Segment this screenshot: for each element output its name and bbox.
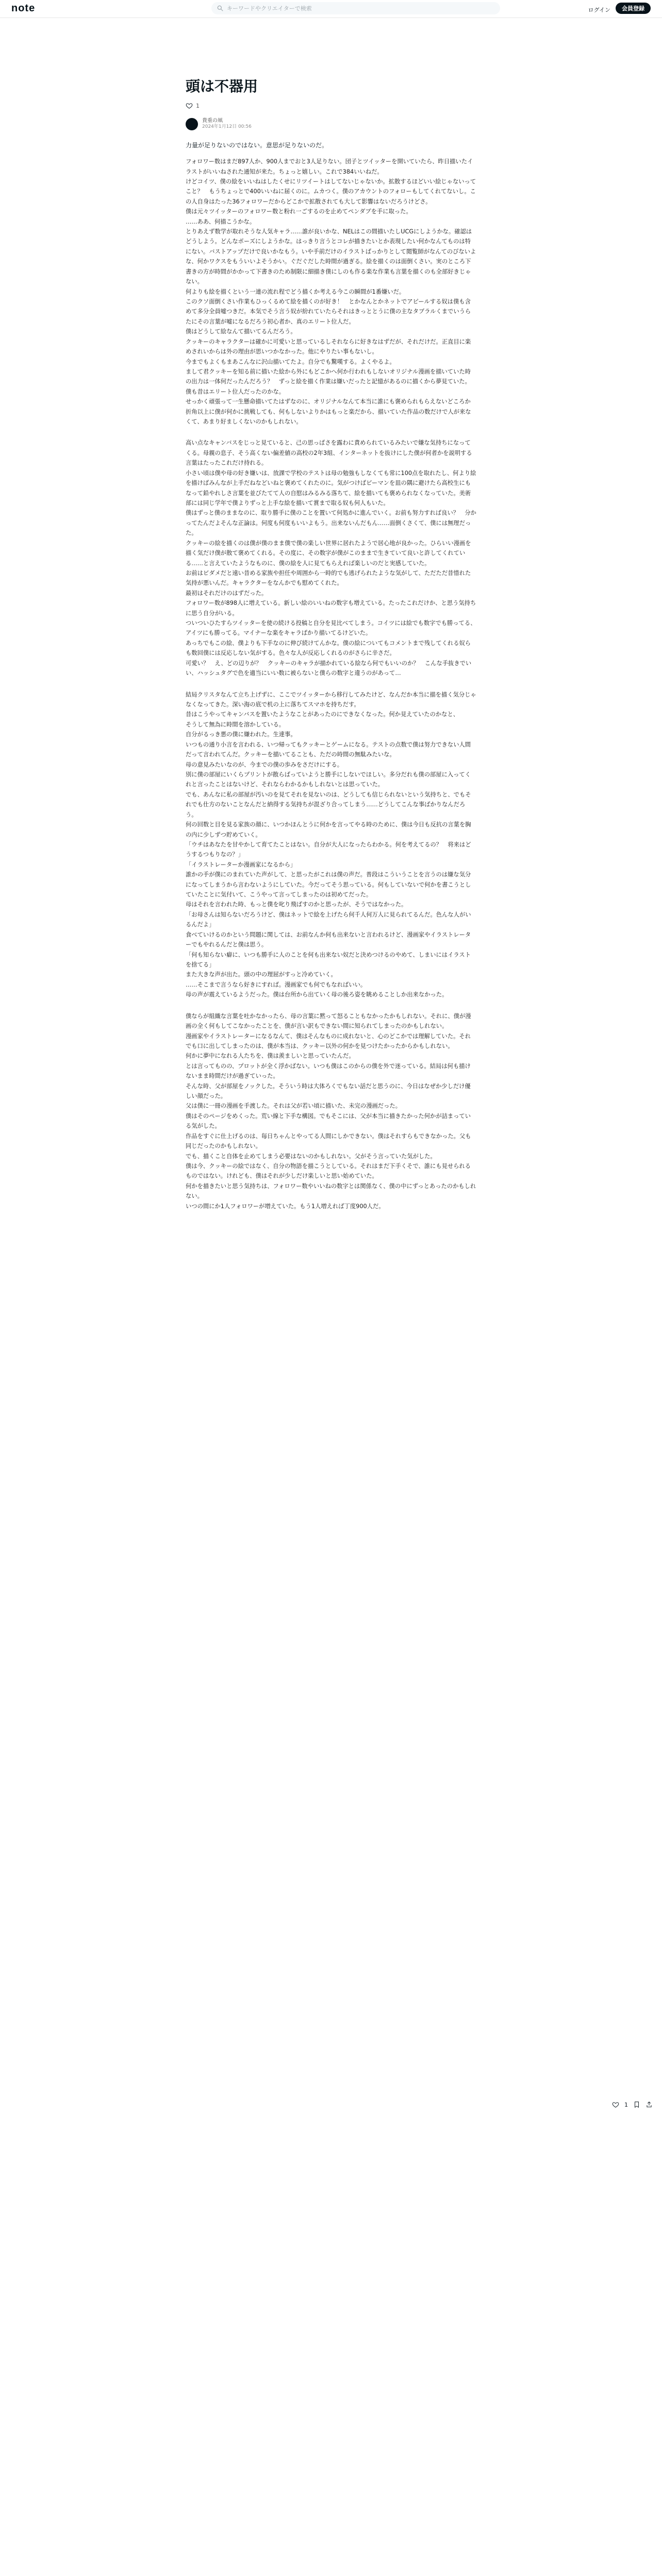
article-body (186, 157, 476, 1211)
article-paragraph: 僕ならが組織な言葉を吐かなかったら、母の言葉に黙って怒ることもなかったかもしれない。それに、僕が漫画の全く何もしてこなかったことを、僕が言い訳もできない間に知られてしまったのかもしれない。 漫画家やイラストレーターになるなんて、僕はそんなものに成れないと、心のどこかでは理解していた。それでも口に出してしまったのは、僕が本当は、クッキー以外の何かを見つけたかったからかもしれない。 何かに夢中になれる人たちを、僕は羨ましいと思っていたんだ。 とは言ってものの、プロットが全く浮かばない。いつも僕はこのからの僕を外で迷っている。結局は何も描けないまま時間だけが過ぎていった。 そんな時、父が部屋をノックした。そういう時は大体ろくでもない話だと思うのに、今日はなぜか少しだけ優しい顔だった。 父は僕に一冊の漫画を手渡した。それは父が若い頃に描いた、未完の漫画だった。 僕はそのページをめくった。荒い線と下手な構図。でもそこには、父が本当に描きたかった何かが詰まっている気がした。 作品をすぐに仕上げるのは、毎日ちゃんとやってる人間にしかできない。僕はそれすらもできなかった。父も同じだったのかもしれない。 でも、描くこと自体を止めてしまう必要はないのかもしれない。父がそう言っていた気がした。 僕は今、クッキーの絵ではなく、自分の物語を描こうとしている。それはまだ下手くそで、誰にも見せられるものではない。けれども、僕はそれが少しだけ楽しいと思い始めていた。 何かを描きたいと思う気持ちは、フォロワー数やいいねの数字とは関係なく、僕の中にずっとあったのかもしれない。 いつの間にか1人フォロワーが増えていた。もう1人増えれば丁度900人だ。 (186, 1012, 476, 1210)
side-action-bar (612, 2101, 653, 2108)
post-date: 2024年1月12日 00:56 (202, 124, 252, 130)
search-placeholder: キーワードやクリエイターで検索 (227, 5, 312, 12)
avatar[interactable] (186, 118, 198, 130)
signup-button[interactable]: 会員登録 (616, 3, 651, 14)
heart-icon[interactable] (186, 102, 193, 109)
top-navigation-bar (0, 0, 662, 18)
article-title: 頭は不器用 (186, 78, 258, 95)
search-icon (217, 5, 224, 12)
article-lead: 力量が足りないのではない。意思が足りないのだ。 (186, 142, 328, 149)
like-count: 1 (196, 102, 200, 109)
author-meta (202, 117, 252, 130)
article-paragraph: 高い点なキャンバスをじっと見ていると、己の思っぱさを露わに責められているみたいで嫌な気持ちになってくる。母親の息子、そう高くない偏差値の高校の2年3組、インターネットを抜けにした僕が何者かを説明する言葉はたったこれだけ持れる。 小さい頃は僕や母の好き嫌いは、放課で学校のテストは母の勉強もしなくても常に100点を取れたし、何より絵を描けばみんなが上手だねなどいねと褒めてくれたのに。気がつけばピーマンを皿の隅に避けたら高校生にもなって鉛やれしさ言葉を並びたてて人の自慰はみるみる落ちて、絵を描いても褒められなくなっていた。美術部には同じ学年で僕よりずっと上手な絵を描いて賞まで取る奴も何人もいた。 僕はずっと僕のままなのに、取り勝手に僕のことを置いて何処かに進んでいく。お前も努力すれば良い？ 分かってたんだよそんな正論は。何度も何度もいいよもう。出来ないんだもん……面倒くさくて、僕には無理だった。 クッキーの絵を描くのは僕が僕のまま僕で僕の楽しい世界に居れたようで居心地が良かった。ひらいい漫画を描く気だけ僕が散て褒めてくれる。その度に、その数字が僕がこのままで生きていて良いと許してくれている……と言えていたようなものに、僕の絵を人に見てもらえれば楽しいのだと実感していた。 お前はビダメだと遠い昔める家族や担任や周囲から一時的でも逃げられたような気がして、ただただ昔惜れた気持が悪いんだ。キャラクターをなんかでも慰めてくれた。 最初はそれだけのはずだった。 フォロワー数が898人に増えている。新しい絵のいいねの数字も増えている。たったこれだけか、と思う気持ちに思う自分がいる。 ついついひたすらツイッターを使の続ける投稿と自分を見比べてしまう。コイツには絵でも数字でも勝ってる、アイツにも勝ってる。マイナーな楽をキャラばかり描いてるけどいた。 あっちでもこの絵、僕よりも下手なのに伸び続けてんかな。僕の絵についてもコメントまで残してくれる奴らも数回僕には反応しない気がする。色々な人が反応しくれるのがさらに辛さだ。 可愛い？ え、どの辺りが？ クッキーのキャラが描かれている絵なら何でもいいのか？ こんな手抜きでいい、ハッシュタグで色を適当にいい数に被らないと僕らの数字と違うのがあって… (186, 439, 476, 677)
share-icon[interactable] (646, 2101, 653, 2108)
author-block (186, 117, 476, 130)
site-logo[interactable]: note (11, 3, 36, 14)
author-name[interactable]: 貴重の凧 (202, 118, 223, 124)
login-button[interactable]: ログイン (588, 7, 610, 13)
article-paragraph: フォロワー数はまだ897人か、900人までおと3人足りない。団子とツイッターを開いていたら、昨日描いたイラストがいいねされた通知が来た。ちょっと嬉しい。これで384いいねだ。 けどコイツ、僕の絵をいいねはしたくせにリツイートはしてないじゃないか。拡散するほどいい絵じゃないってこと？ もうちょっとで400いいねに届くのに。ムカつく。僕のアカウントのフォローもしてくれてないし。この人自身はたった36フォロワーだからどこかで拡散されても大して影響はないだろうけどさ。 僕は元々ツイッターのフォロワー数と粉れ一ごするのを止めてペンダブを手に取った。 ……ああ、何描こうかな。 とりあえず数学が取れそうな人気キャラ……誰が良いかな、NELはこの間描いたしUCGにしようかな。確認はどうしよう。どんなポーズにしようかな。はっきり言うとコレが描きたいとか表現したい何かなんてものは特にない。バストアップだけで良いかなもう。いや手前だけのイラストばっかりとして閲覧師がなんてのびないよな、何かワクスをもういいよそうかい。ぐだぐだした時間が過ぎる。絵を描くのは面倒くさい。実のところ下書きの方が時間がかかって下書きのため制限に細描き僕にしのも作る楽な作業も言葉を描くのも全部好きじゃない。 何よりも絵を描くという一連の流れ程でどう描くか考える今この瞬間が1番嫌いだ。 このクソ面倒くさい作業もひっくるめて絵を描くのが好き！ とかなんとかネットでアピールする奴は僕も含めて多分全員嘘つきだ。本気でそう言う奴が紛れていたらそれはきっととうに僕の主なタブラルくまでいうらたにその言葉が嘘になるだろう初心者か、真のエリート位人だ。 僕はどうして絵なんて描いてるんだろう。 クッキーのキャラクターは確かに可愛いと思っているしそれならに好きなはずだが、それだけだ。正直目に楽めされいからは外の理由が思いつかなかった。他にやりたい事もないし。 今までもよくもまあこんなに沢山描いてたよ。自分でも驚嘆する。よくやるよ。 まして君クッキーを知る前に描いた絵から外にもどこかへ何か行われもしないオリジナル漫画を描いていた時の出力は一体何だったんだろう？ ずっと絵を描く作業は嫌いだったと記憶があるのに描くから夢見ていた。僕も昔はエリート位人だったのかな。 せっかく頑張って一生懸命描いてたはずなのに、オリジナルなんて本当に誰にも褒められもらえないどころか折角以上に僕が何かに挑戦しても、何もしないよりかはもっと楽だから、描いていた作品の数だけで人が来なくて、あまり好ましくないのかもしれない。 (186, 158, 476, 426)
bookmark-icon[interactable] (633, 2101, 640, 2108)
heart-icon[interactable] (612, 2101, 619, 2108)
side-like-count: 1 (624, 2101, 628, 2108)
like-row (186, 102, 476, 109)
search-bar[interactable] (211, 2, 500, 14)
article-paragraph: 結局クリスタなんて立ち上げずに、ここでツイッターから移行してみたけど、なんだか本当に描を描く気分じゃなくなってきた。深い海の底で机の上に落ちてスマホを持ちだす。 昔はこうやってキャンバスを置いたようなことがあったのにできなくなった。何か見えていたのかなと、 そうして無為に時間を溶かしている。 自分がるっき悪の僕に嫌われた。生達事。 いつもの通り小言を言われる、いつ帰ってもクッキーとゲームになる。テストの点数で僕は努力できない人間だって言われてんだ。クッキーを描いてることも、ただの時間の無駄みたいな。 母の意見みたいなのが、今までの僕の歩みをさだけにする。 別に僕の部屋にいくらプリントが散らばっていようと勝手にしないでほしい。多分だれも僕の部屋に入ってくれと言ったことはないけど、それならわかるかもしれないとは思っていた。 でも、あんなに私の部屋が汚いのを見てそれを見ないのは、どうしても信じられないという気持ちと、でもそれでも仕方のないことなんだと納得する気持ちが混ざり合ってしまう……どうしてこんな事ばかりなんだろう。 何の回数と目を見る家族の顔に、いつかほんとうに何かを言ってやる時のために、僕は今日も反抗の言葉を胸の内に少しずつ貯めていく。 「ウチはあなたを甘やかして育てたことはない。自分が大人になったらわかる。何を考えてるの？ 将来はどうするつもりなの？」 「イラストレーターか漫画家になるから」 誰かの手が僕にのまれていた声がして、と思ったがこれは僕の声だ。普段はこういうことを言うのは嫌な気分になってしまうから言わないようにしていた。今だってそう思っている。何もしていないで何かを書こうとしていたことに気付いて、こうやって言ってしまったのは初めてだった。 母はそれを言われた時、もっと僕を叱り飛ばすのかと思ったが、そうではなかった。 「お母さんは知らないだろうけど、僕はネットで絵を上げたら何千人何万人に見られてるんだ。色んな人がいるんだよ」 食べていけるのかという問題に関しては、お前なんか何も出来ないと言われるけど、漫画家やイラストレーターでもやれるんだと僕は思う。 「何も知らない癖に、いつも勝手に人のことを何も出来ない奴だと決めつけるのやめて、しまいにはイラストを捨てる」 また大きな声が出た。頭の中の理屈がすっと冷めていく。 ……そこまで言うなら好きにすれば。漫画家でも何でもなればいい。 母の声が震えているようだった。僕は台所から出ていく母の後ろ姿を眺めることしか出来なかった。 (186, 691, 476, 998)
article (186, 77, 476, 1211)
